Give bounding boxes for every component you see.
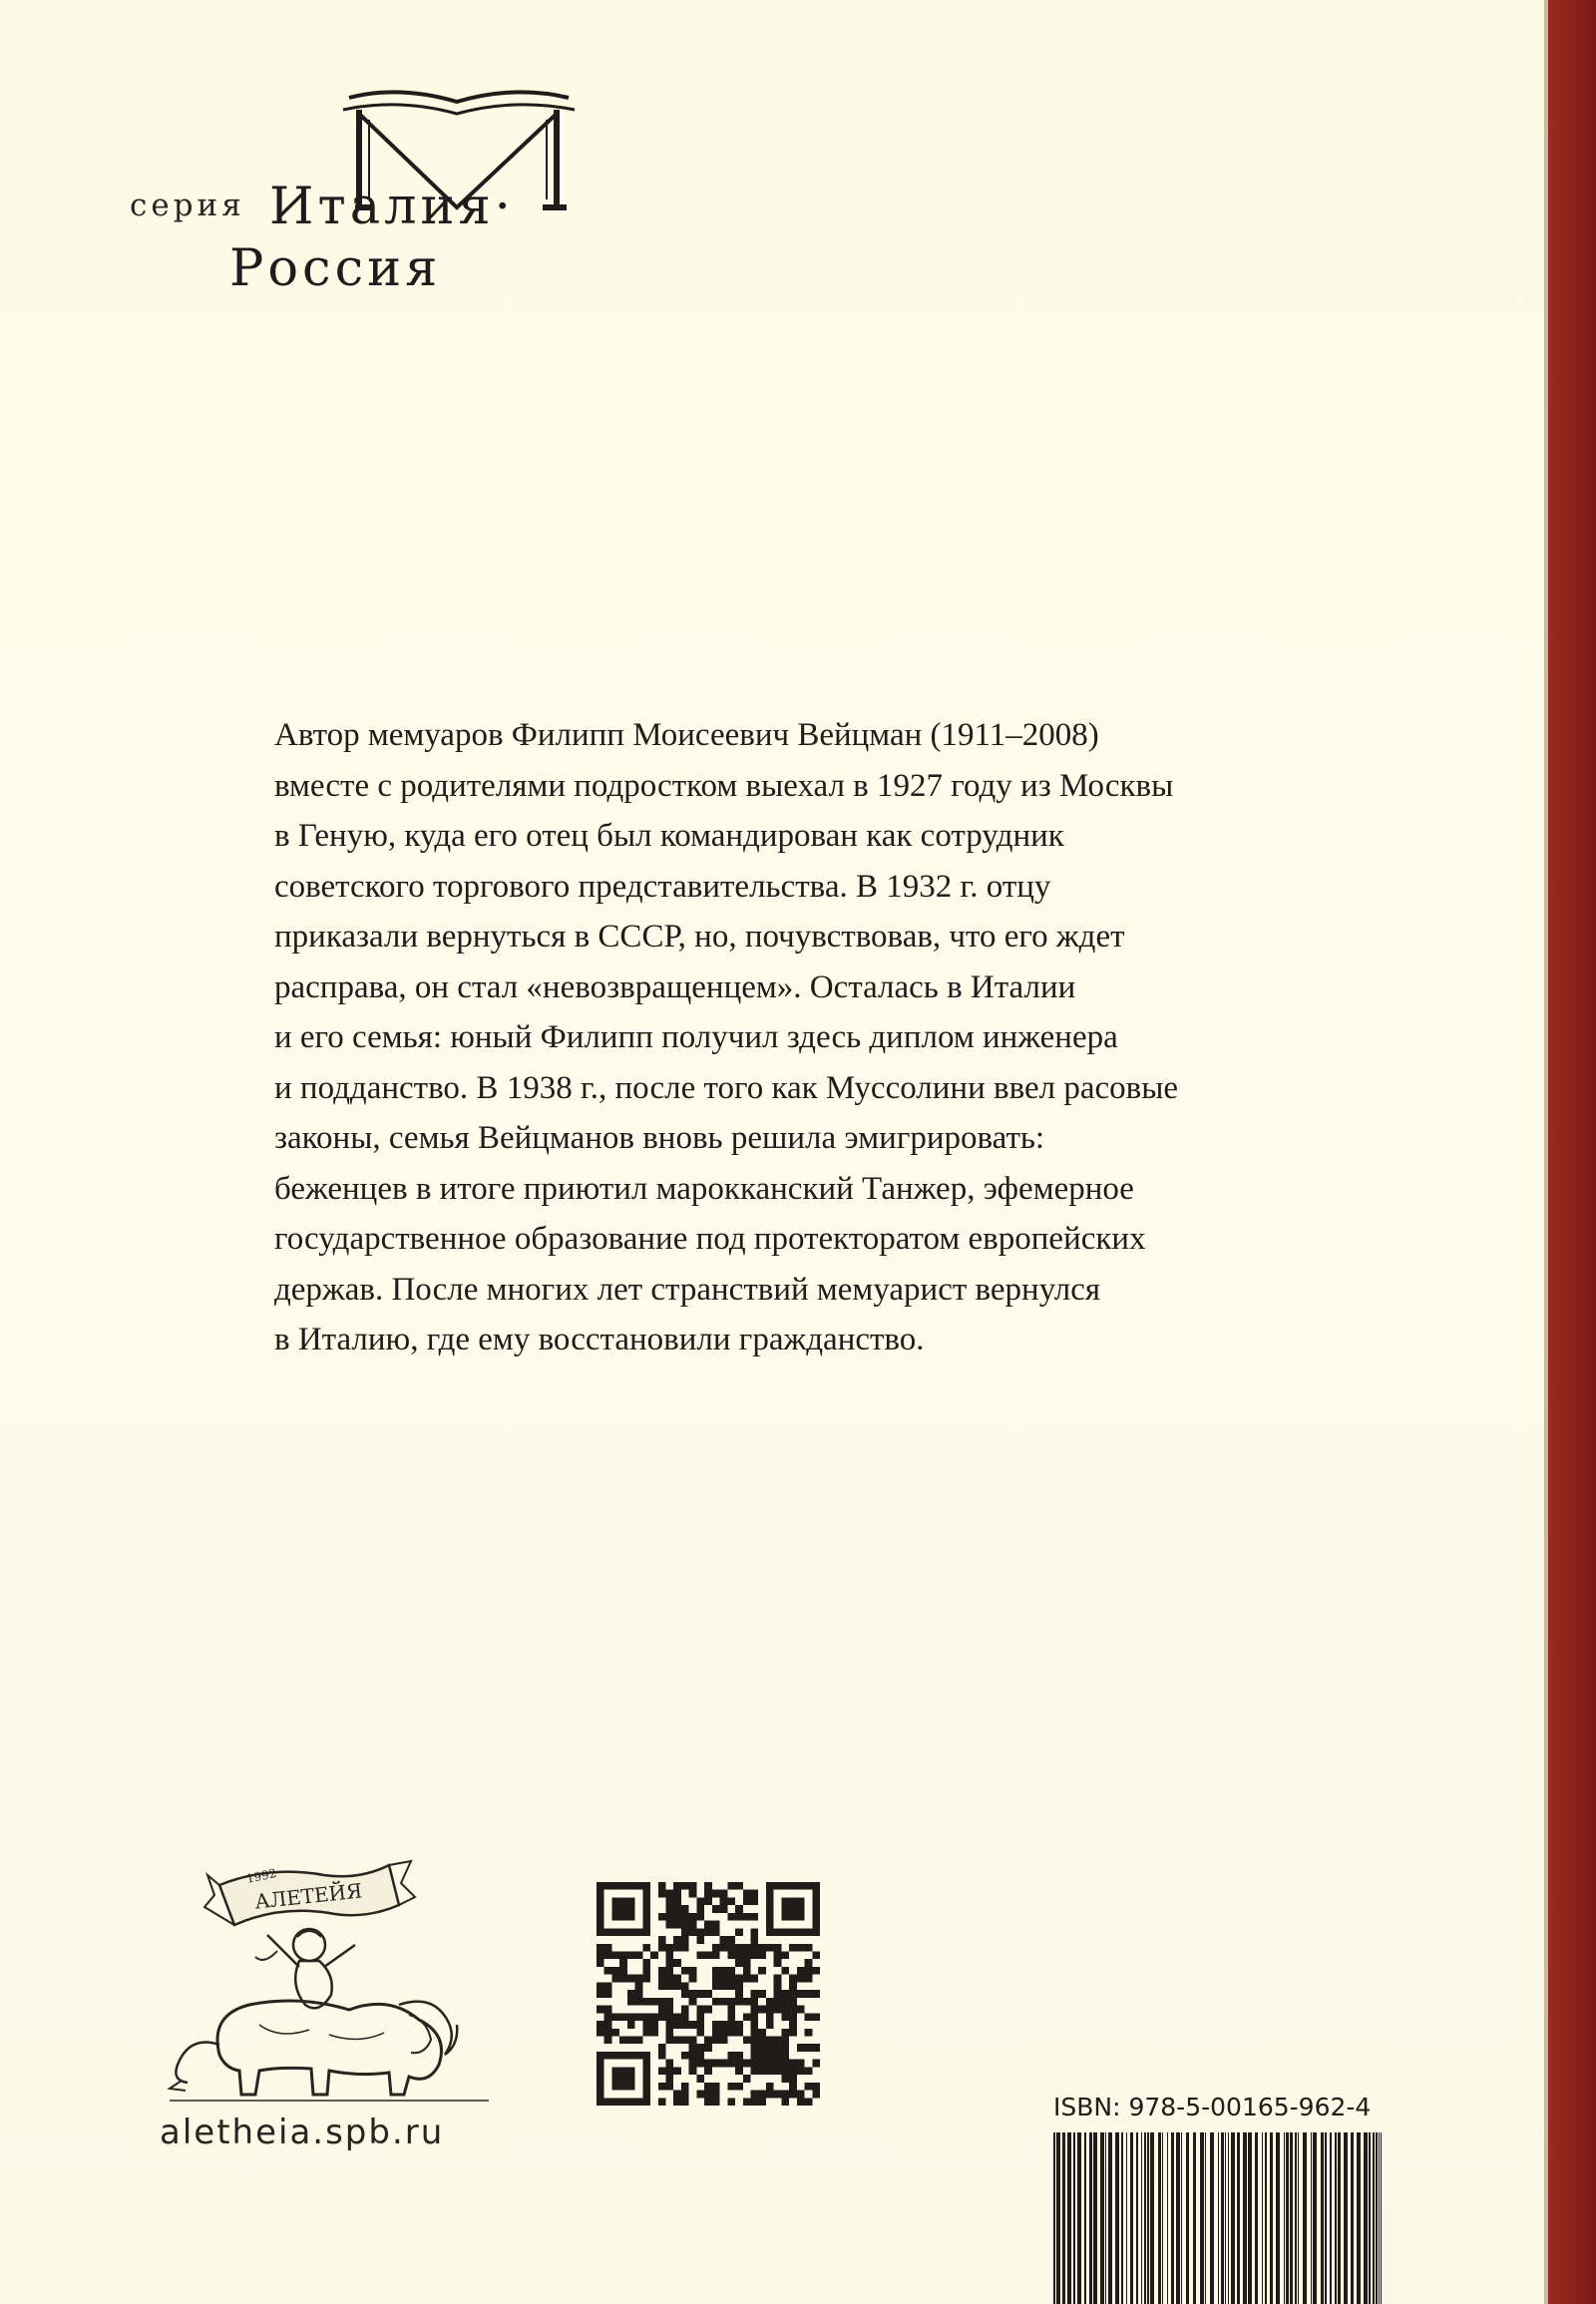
isbn-barcode (1053, 2132, 1383, 2304)
annotation-line: в Италию, где ему восстановили гражданство. (274, 1322, 925, 1357)
spine-red-band (1548, 0, 1596, 2304)
annotation-line: беженцев в итоге приютил марокканский Танжер, эфемерное (274, 1170, 1134, 1207)
annotation-line: и его семья: юный Филипп получил здесь диплом инженера (274, 1019, 1118, 1055)
series-title-line2: Россия (229, 239, 442, 298)
annotation-line: Автор мемуаров Филипп Моисеевич Вейцман (1911–2008) (274, 717, 1099, 753)
publisher-logo-text: АЛЕТЕЙЯ (253, 1878, 364, 1914)
annotation-line: расправа, он стал «невозвращенцем». Осталась в Италии (274, 968, 1076, 1005)
series-logo (120, 80, 598, 319)
series-title-line1: Италия· (269, 178, 515, 236)
annotation-line: вместе с родителями подростком выехал в 1927 году из Москвы (274, 767, 1174, 804)
annotation-line: государственное образование под протекторатом европейских (274, 1221, 1146, 1257)
annotation-line: в Геную, куда его отец был командирован как сотрудник (274, 818, 1064, 854)
publisher-logo (160, 1845, 499, 2105)
publisher-logo-year: 1992 (244, 1865, 278, 1886)
annotation-line: и подданство. В 1938 г., после того как Муссолини ввел расовые (274, 1069, 1179, 1106)
series-prefix: серия (130, 188, 245, 223)
isbn-label: ISBN: 978-5-00165-962-4 (1053, 2093, 1372, 2121)
book-annotation (274, 710, 1312, 1365)
annotation-line: приказали вернуться в СССР, но, почувствовав, что его ждет (274, 919, 1125, 955)
annotation-line: держав. После многих лет странствий мемуарист вернулся (274, 1271, 1101, 1308)
annotation-line: законы, семья Вейцманов вновь решила эмигрировать: (274, 1120, 1045, 1156)
annotation-line: советского торгового представительства. В 1932 г. отцу (274, 868, 1051, 905)
publisher-website: aletheia.spb.ru (160, 2112, 445, 2152)
qr-code (597, 1882, 820, 2106)
